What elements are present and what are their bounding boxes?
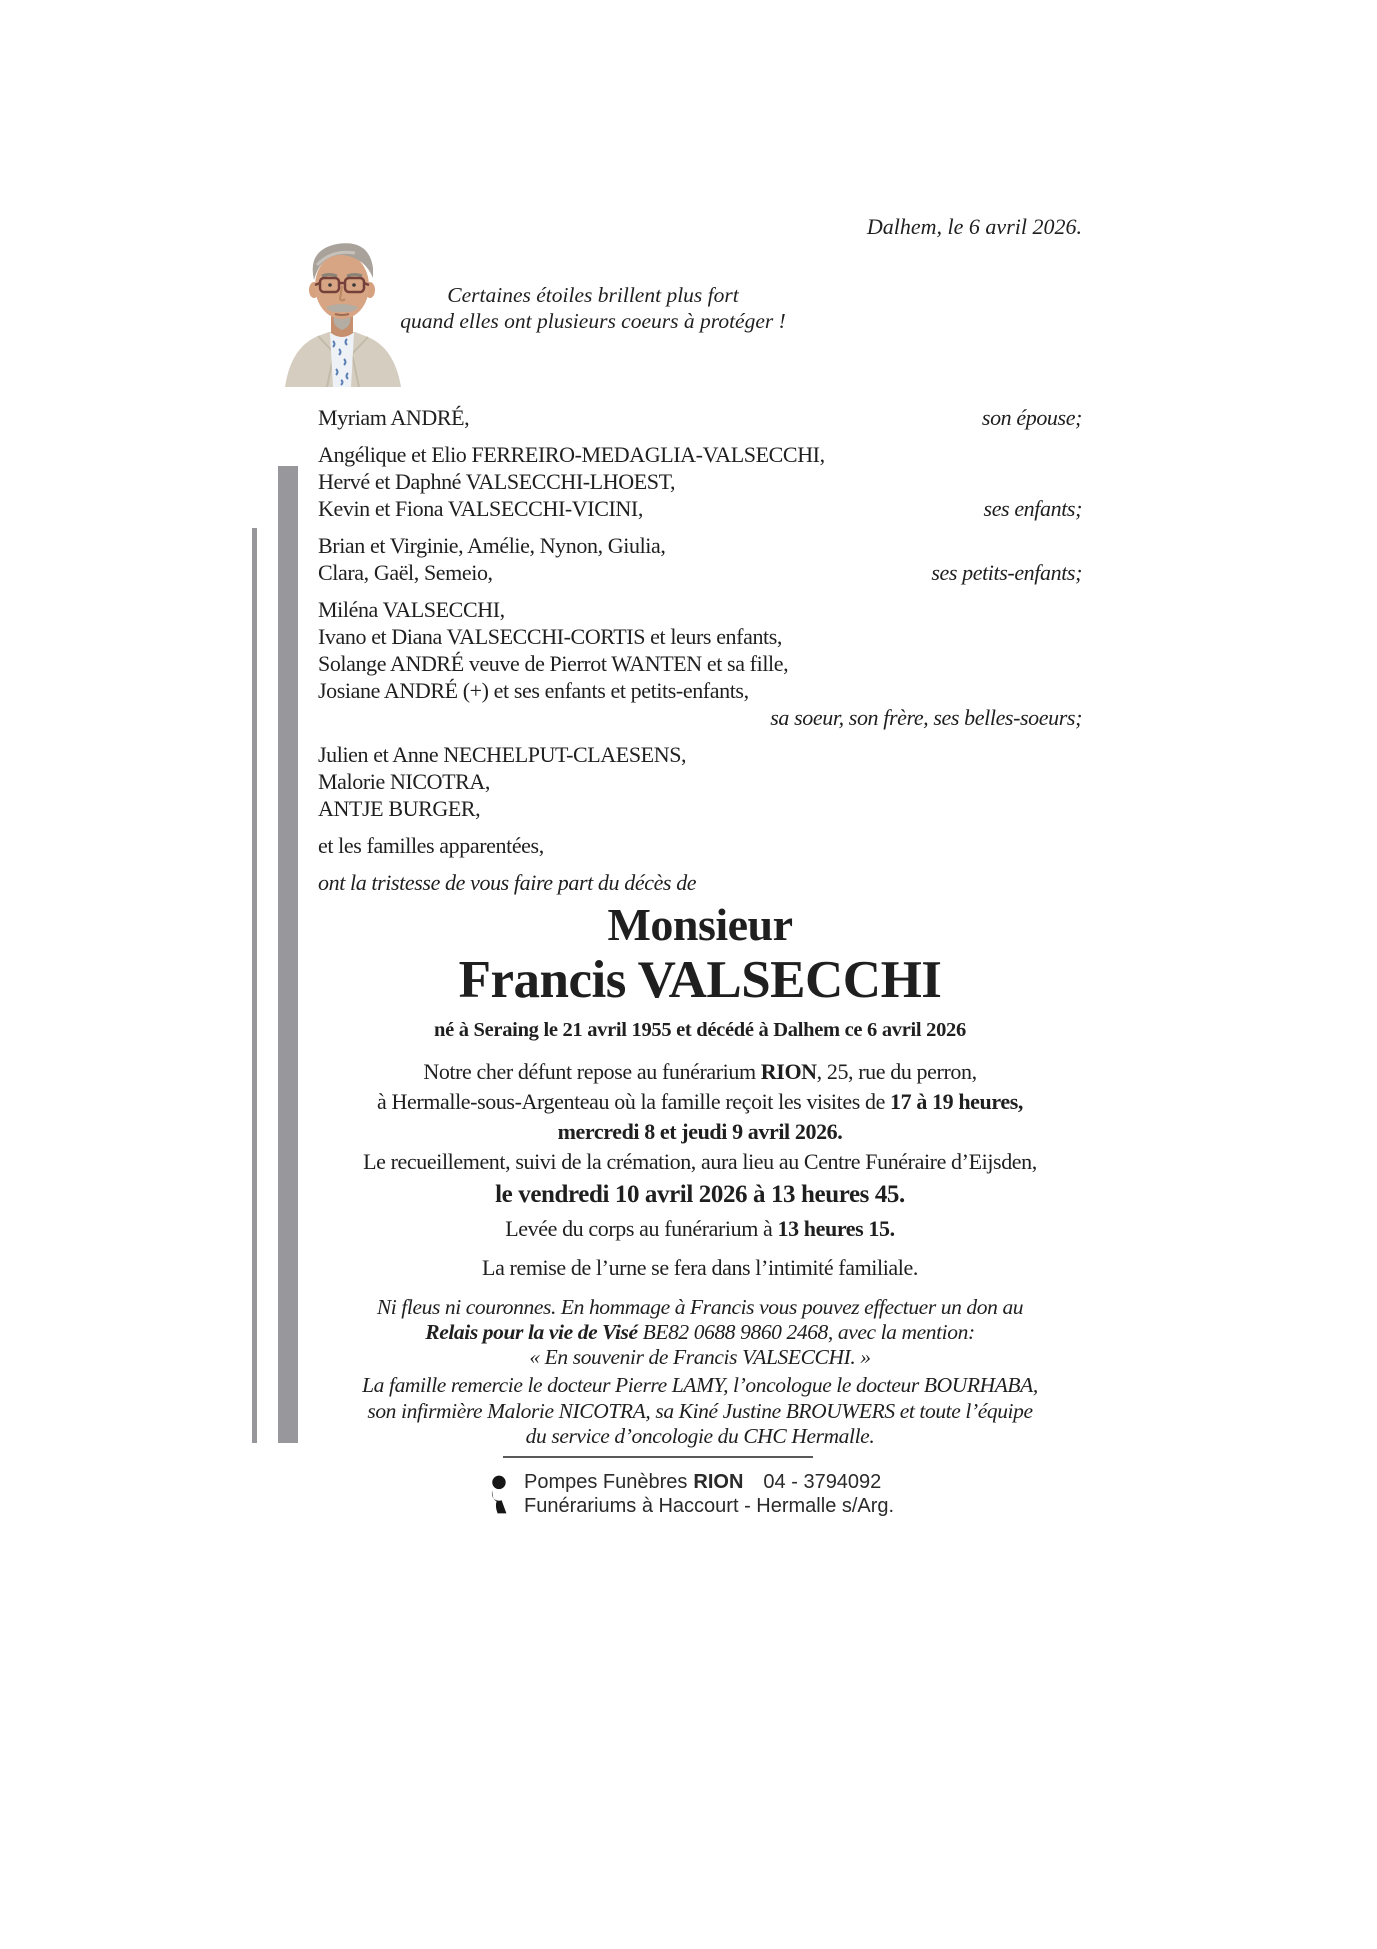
family-name-line: Malorie NICOTRA, xyxy=(318,769,491,794)
family-name-line: Ivano et Diana VALSECCHI-CORTIS et leurs enfants, xyxy=(318,624,783,649)
funeral-home-brand: RION xyxy=(760,1059,817,1084)
birth-death-line: né à Seraing le 21 avril 1955 et décédé à Dalhem ce 6 avril 2026 xyxy=(434,1019,966,1041)
family-name-line: ANTJE BURGER, xyxy=(318,796,481,821)
thanks-line1: La famille remercie le docteur Pierre LAMY, l’oncologue le docteur BOURHABA, xyxy=(362,1373,1038,1397)
donation-paragraph xyxy=(318,1295,1082,1370)
cremation-date-line: le vendredi 10 avril 2026 à 13 heures 45. xyxy=(495,1181,905,1208)
repose-line3: mercredi 8 et jeudi 9 avril 2026. xyxy=(557,1119,843,1144)
family-name-line: Julien et Anne NECHELPUT-CLAESENS, xyxy=(318,742,687,767)
donation-line1: Ni fleus ni couronnes. En hommage à Francis vous pouvez effectuer un don au xyxy=(376,1295,1024,1319)
donation-charity-name: Relais pour la vie de Visé xyxy=(425,1320,638,1344)
donation-line2: Relais pour la vie de Visé BE82 0688 9860 2468, avec la mention: xyxy=(425,1320,975,1344)
relation-label-children: ses enfants; xyxy=(983,496,1082,521)
footer xyxy=(489,1471,894,1518)
memorial-quote xyxy=(293,282,893,334)
civility-title: Monsieur xyxy=(607,899,793,950)
accent-bar-wide xyxy=(278,466,298,1443)
family-name-line: Clara, Gaël, Semeio, xyxy=(318,560,493,585)
family-group-grandchildren xyxy=(318,532,1082,586)
cremation-line1: Le recueillement, suivi de la crémation, aura lieu au Centre Funéraire d’Eijsden, xyxy=(363,1149,1037,1174)
family-list xyxy=(318,404,1082,896)
thanks-paragraph xyxy=(318,1373,1082,1450)
family-name-line: Josiane ANDRÉ (+) et ses enfants et petits-enfants, xyxy=(318,678,749,703)
family-group-others xyxy=(318,741,1082,822)
thanks-line3: du service d’oncologie du CHC Hermalle. xyxy=(525,1424,875,1448)
relation-label-siblings: sa soeur, son frère, ses belles-soeurs; xyxy=(770,705,1082,730)
memorial-quote-line1: Certaines étoiles brillent plus fort xyxy=(447,283,739,307)
repose-line1: Notre cher défunt repose au funérarium RION, 25, rue du perron, xyxy=(423,1059,977,1084)
footer-divider xyxy=(503,1456,813,1458)
repose-paragraph xyxy=(318,1057,1082,1147)
rion-funeral-logo-icon xyxy=(489,1475,510,1515)
footer-locations-line: Funérariums à Haccourt - Hermalle s/Arg. xyxy=(524,1494,895,1517)
family-name-line: Kevin et Fiona VALSECCHI-VICINI, xyxy=(318,496,643,521)
footer-brand: RION xyxy=(693,1471,744,1493)
levee-paragraph: Levée du corps au funérarium à 13 heures 15. xyxy=(505,1216,895,1241)
cremation-paragraph xyxy=(318,1147,1082,1213)
family-name-line: Hervé et Daphné VALSECCHI-LHOEST, xyxy=(318,469,676,494)
announcement-intro: ont la tristesse de vous faire part du décès de xyxy=(318,870,697,895)
footer-text xyxy=(524,1471,894,1518)
family-name-line: Solange ANDRÉ veuve de Pierrot WANTEN et sa fille, xyxy=(318,651,789,676)
donation-line3: « En souvenir de Francis VALSECCHI. » xyxy=(529,1345,871,1369)
thanks-line2: son infirmière Malorie NICOTRA, sa Kiné Justine BROUWERS et toute l’équipe xyxy=(367,1398,1033,1423)
accent-bar-thin xyxy=(252,528,257,1443)
family-name-line: Brian et Virginie, Amélie, Nynon, Giulia, xyxy=(318,533,666,558)
relation-label-grandchildren: ses petits-enfants; xyxy=(931,560,1082,585)
family-name-line: Angélique et Elio FERREIRO-MEDAGLIA-VALSECCHI, xyxy=(318,442,825,467)
dateline: Dalhem, le 6 avril 2026. xyxy=(866,214,1082,239)
deceased-name: Francis VALSECCHI xyxy=(458,951,942,1009)
footer-company-line: Pompes Funèbres RION 04 - 3794092 xyxy=(524,1471,882,1493)
family-name-line: Miléna VALSECCHI, xyxy=(318,597,505,622)
repose-line2: à Hermalle-sous-Argenteau où la famille reçoit les visites de 17 à 19 heures, xyxy=(377,1089,1023,1114)
memorial-quote-line2: quand elles ont plusieurs coeurs à protéger ! xyxy=(400,309,786,333)
family-group-children xyxy=(318,441,1082,522)
family-name-line: Myriam ANDRÉ, xyxy=(318,405,470,430)
family-group-spouse xyxy=(318,404,1082,431)
title-block xyxy=(318,900,1082,1042)
relation-label-spouse: son épouse; xyxy=(981,405,1082,430)
urne-paragraph: La remise de l’urne se fera dans l’intimité familiale. xyxy=(482,1255,918,1280)
related-families-line: et les familles apparentées, xyxy=(318,833,544,858)
family-group-siblings xyxy=(318,596,1082,731)
footer-phone: 04 - 3794092 xyxy=(763,1471,882,1493)
